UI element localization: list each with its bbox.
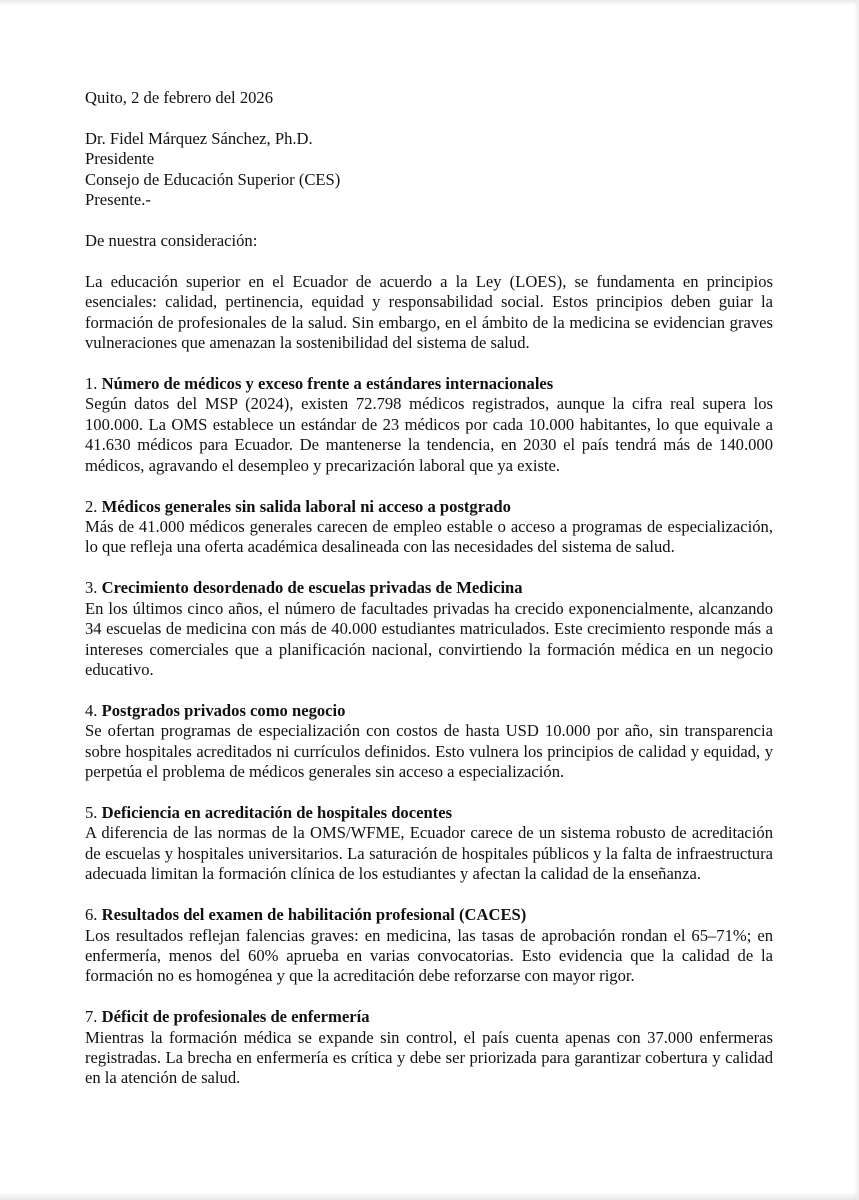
section-body: A diferencia de las normas de la OMS/WFME, Ecuador carece de un sistema robusto de acreditación de escuelas y hospitales universitarios. La saturación de hospitales públicos y la falta de infraestructura adecuada limitan la formación clínica de los estudiantes y afectan la calidad de la enseñanza. [85, 823, 773, 884]
section-title: Deficiencia en acreditación de hospitales docentes [101, 802, 453, 822]
section-1 [85, 374, 773, 476]
section-title: Déficit de profesionales de enfermería [101, 1007, 370, 1027]
section-title: Número de médicos y exceso frente a estándares internacionales [101, 374, 554, 394]
section-body: Mientras la formación médica se expande sin control, el país cuenta apenas con 37.000 enfermeras registradas. La brecha en enfermería es crítica y debe ser priorizada para garantizar cobertura y calidad en la atención de salud. [85, 1027, 773, 1088]
section-6 [85, 905, 773, 987]
section-body: Según datos del MSP (2024), existen 72.798 médicos registrados, aunque la cifra real supera los 100.000. La OMS establece un estándar de 23 médicos por cada 10.000 habitantes, lo que equivale a 41.630 médicos para Ecuador. De mantenerse la tendencia, en 2030 el país tendrá más de 140.000 médicos, agravando el desempleo y precarización laboral que ya existe. [85, 394, 773, 475]
section-body: Se ofertan programas de especialización con costos de hasta USD 10.000 por año, sin transparencia sobre hospitales acreditados ni currículos definidos. Esto vulnera los principios de calidad y equidad, y perpetúa el problema de médicos generales sin acceso a especialización. [85, 721, 773, 782]
section-number: 3. [85, 578, 98, 598]
section-title: Crecimiento desordenado de escuelas privadas de Medicina [101, 578, 523, 598]
recipient-name: Dr. Fidel Márquez Sánchez, Ph.D. [85, 128, 313, 148]
section-number: 7. [85, 1007, 98, 1027]
section-heading [85, 578, 773, 598]
section-title: Postgrados privados como negocio [101, 700, 346, 720]
section-number: 5. [85, 802, 98, 822]
recipient-position: Presidente [85, 149, 155, 169]
section-body: Los resultados reflejan falencias graves: en medicina, las tasas de aprobación rondan el 65–71%; en enfermería, menos del 60% aprueba en varias convocatorias. Esto evidencia que la calidad de la formación no es homogénea y que la acreditación debe reforzarse con mayor rigor. [85, 925, 773, 986]
page-edge-shadow-bottom [0, 1192, 859, 1200]
section-heading [85, 374, 773, 394]
section-number: 6. [85, 905, 98, 925]
salutation: De nuestra consideración: [85, 231, 258, 251]
section-5 [85, 803, 773, 885]
section-title: Resultados del examen de habilitación profesional (CACES) [101, 905, 527, 925]
page-edge-shadow-top [0, 0, 859, 6]
section-number: 1. [85, 374, 98, 394]
section-heading [85, 497, 773, 517]
section-number: 2. [85, 496, 98, 516]
section-4 [85, 701, 773, 783]
section-body: Más de 41.000 médicos generales carecen de empleo estable o acceso a programas de especialización, lo que refleja una oferta académica desalineada con las necesidades del sistema de salud. [85, 517, 773, 557]
section-heading [85, 905, 773, 925]
section-heading [85, 701, 773, 721]
section-3 [85, 578, 773, 680]
section-body: En los últimos cinco años, el número de facultades privadas ha crecido exponencialmente, alcanzando 34 escuelas de medicina con más de 40.000 estudiantes matriculados. Este crecimiento responde más a intereses comerciales que a planificación nacional, convirtiendo la formación médica en un negocio educativo. [85, 598, 773, 679]
page-edge-shadow-right [854, 0, 859, 1200]
date-line: Quito, 2 de febrero del 2026 [85, 88, 274, 107]
section-title: Médicos generales sin salida laboral ni acceso a postgrado [101, 496, 511, 516]
section-heading [85, 803, 773, 823]
section-heading [85, 1007, 773, 1027]
recipient-institution: Consejo de Educación Superior (CES) [85, 169, 341, 189]
recipient-closing: Presente.- [85, 190, 151, 210]
section-7 [85, 1007, 773, 1089]
recipient-block [85, 129, 773, 211]
section-number: 4. [85, 700, 98, 720]
intro-paragraph: La educación superior en el Ecuador de acuerdo a la Ley (LOES), se fundamenta en principios esenciales: calidad, pertinencia, equidad y responsabilidad social. Estos principios deben guiar la formación de profesionales de la salud. Sin embargo, en el ámbito de la medicina se evidencian graves vulneraciones que amenazan la sostenibilidad del sistema de salud. [85, 271, 773, 353]
section-2 [85, 497, 773, 558]
